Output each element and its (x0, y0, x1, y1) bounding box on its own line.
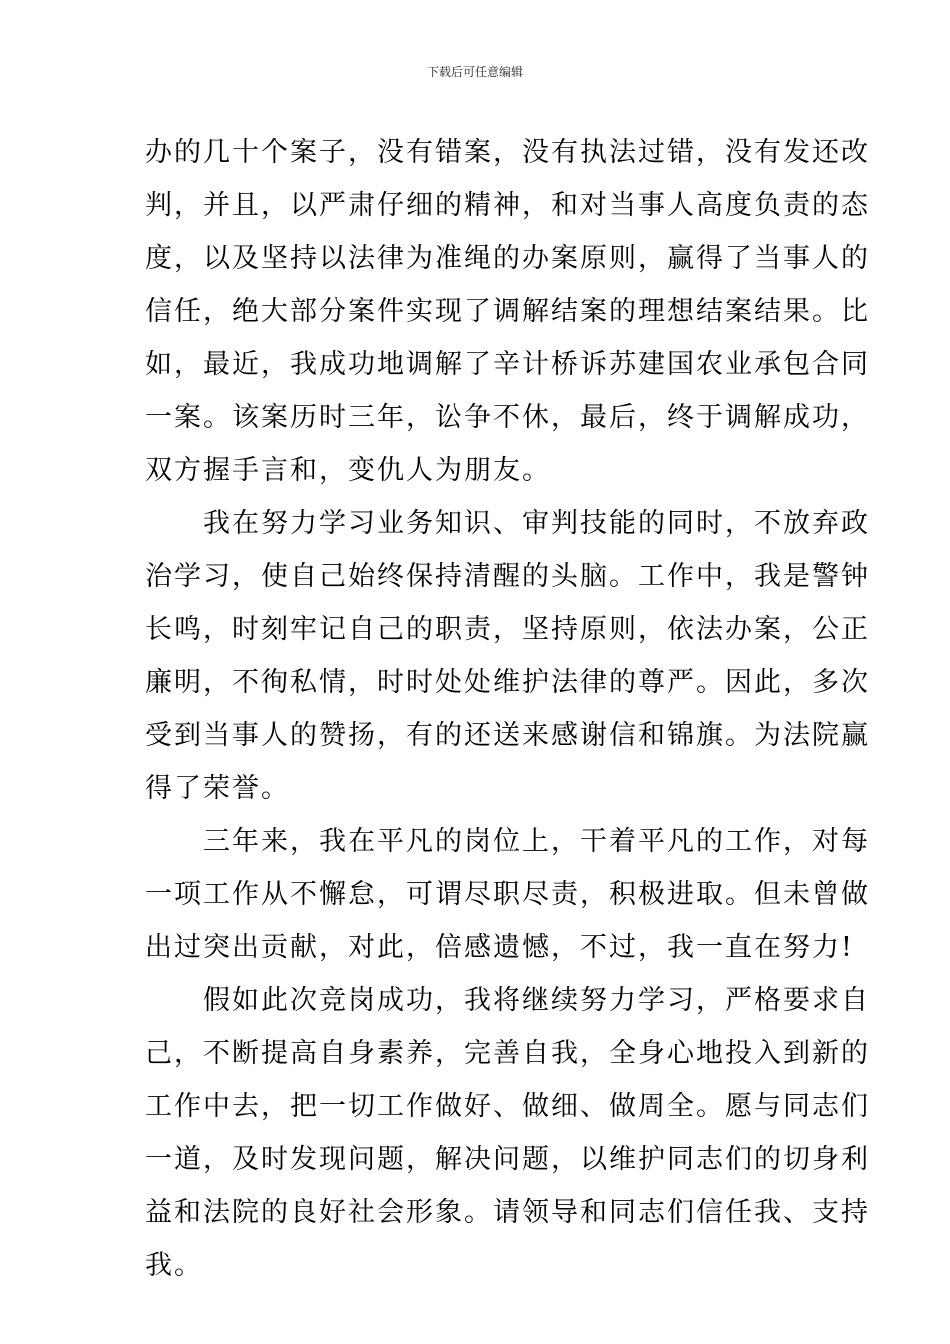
text-line: 双方握手言和，变仇人为朋友。 (145, 455, 551, 486)
document-body (145, 126, 870, 1292)
text-line: 受到当事人的赞扬，有的还送来感谢信和锦旗。为法院赢 (145, 720, 870, 751)
text-line: 判，并且，以严肃仔细的精神，和对当事人高度负责的态 (145, 190, 870, 221)
text-line: 长鸣，时刻牢记自己的职责，坚持原则，依法办案，公正 (145, 614, 870, 645)
text-line: 廉明，不徇私情，时时处处维护法律的尊严。因此，多次 (145, 667, 870, 698)
text-line: 信任，绝大部分案件实现了调解结案的理想结案结果。比 (145, 296, 870, 327)
text-line: 出过突出贡献，对此，倍感遗憾，不过，我一直在努力! (145, 932, 854, 963)
text-line: 办的几十个案子，没有错案，没有执法过错，没有发还改 (145, 137, 870, 168)
text-line: 一案。该案历时三年，讼争不休，最后，终于调解成功， (145, 402, 870, 433)
text-line: 如，最近，我成功地调解了辛计桥诉苏建国农业承包合同 (145, 349, 870, 380)
text-line: 一项工作从不懈怠，可谓尽职尽责，积极进取。但未曾做 (145, 879, 870, 910)
text-line: 治学习，使自己始终保持清醒的头脑。工作中，我是警钟 (145, 561, 870, 592)
paragraph-first-line: 三年来，我在平凡的岗位上，干着平凡的工作，对每 (203, 826, 870, 857)
paragraph-first-line: 假如此次竞岗成功，我将继续努力学习，严格要求自 (203, 985, 870, 1016)
text-line: 度，以及坚持以法律为准绳的办案原则，赢得了当事人的 (145, 243, 870, 274)
header-note: 下载后可任意编辑 (426, 65, 523, 79)
text-line: 我。 (145, 1250, 203, 1281)
text-line: 工作中去，把一切工作做好、做细、做周全。愿与同志们 (145, 1091, 870, 1122)
text-line: 得了荣誉。 (145, 773, 290, 804)
text-line: 一道，及时发现问题，解决问题，以维护同志们的切身利 (145, 1144, 870, 1175)
text-line: 益和法院的良好社会形象。请领导和同志们信任我、支持 (145, 1197, 870, 1228)
text-line: 己，不断提高自身素养，完善自我，全身心地投入到新的 (145, 1038, 870, 1069)
paragraph-first-line: 我在努力学习业务知识、审判技能的同时，不放弃政 (203, 508, 870, 539)
